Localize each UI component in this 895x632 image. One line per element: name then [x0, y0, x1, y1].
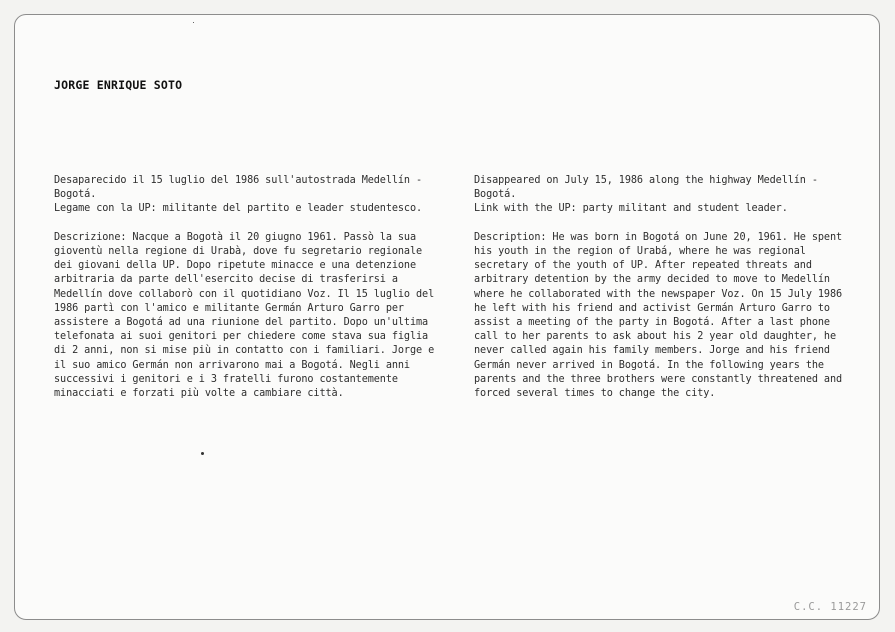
catalog-code: C.C. 11227	[793, 601, 867, 613]
english-disappeared: Disappeared on July 15, 1986 along the highway Medellín - Bogotá.	[474, 175, 818, 201]
italian-link: Legame con la UP: militante del partito e leader studentesco.	[54, 203, 423, 215]
italian-column	[54, 174, 439, 415]
english-link: Link with the UP: party militant and student leader.	[474, 203, 788, 215]
english-description: Description: He was born in Bogotá on June 20, 1961. He spent his youth in the region of Urabá, where he was regional secretary of the youth of UP. After repeated threats and arbitrary detention by the army decided to move to Medellín where he collaborated with the newspaper Voz. On 15 July 1986 he left with his friend and activist Germán Arturo Garro to assist a meeting of the party in Bogotá. After a last phone call to her parents to ask about his 2 year old daughter, he never called again his family members. Jorge and his friend Germán never arrived in Bogotá. In the following years the parents and the three brothers were constantly threatened and forced several times to change the city.	[474, 231, 843, 400]
speck-mark	[193, 22, 194, 23]
ink-dot-mark	[201, 452, 204, 455]
english-column	[474, 174, 859, 415]
italian-description: Descrizione: Nacque a Bogotà il 20 giugno 1961. Passò la sua gioventù nella regione di Urabà, dove fu segretario regionale dei giovani della UP. Dopo ripetute minacce e una detenzione arbitraria da parte dell'esercito decise di trasferirsi a Medellín dove collaborò con il quotidiano Voz. Il 15 luglio del 1986 partì con l'amico e militante Germán Arturo Garro per assistere a Bogotá ad una riunione del partito. Dopo un'ultima telefonata ai suoi genitori per chiedere come stava sua figlia di 2 anni, non si mise più in contatto con i familiari. Jorge e il suo amico Germán non arrivarono mai a Bogotá. Negli anni successivi i genitori e i 3 fratelli furono costantemente minacciati e forzati più volte a cambiare città.	[54, 231, 435, 400]
italian-disappeared-text	[54, 174, 439, 217]
italian-disappeared: Desaparecido il 15 luglio del 1986 sull'autostrada Medellín - Bogotá.	[54, 175, 423, 201]
english-disappeared-text	[474, 174, 859, 217]
document-title: JORGE ENRIQUE SOTO	[54, 78, 183, 92]
